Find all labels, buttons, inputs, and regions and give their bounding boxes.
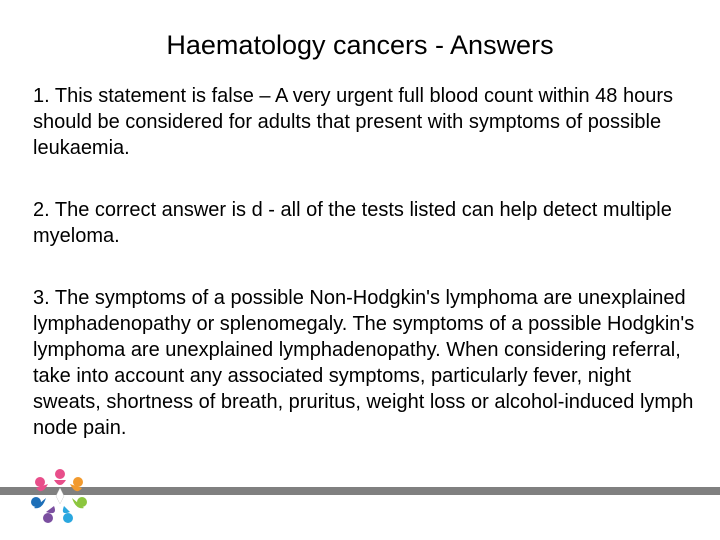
- answer-3: 3. The symptoms of a possible Non‐Hodgkin's lymphoma are unexplained lymphadenopathy or splenomegaly. The symptoms of a possible Hodgkin's lymphoma are unexplained lymphadenopathy. When considering referral, take into account any associated symptoms, particularly fever, night sweats, shortness of breath, pruritus, weight loss or alcohol‐induced lymph node pain.: [33, 287, 695, 439]
- answer-1: 1. This statement is false – A very urgent full blood count within 48 hours should be considered for adults that present with symptoms of possible leukaemia.: [33, 85, 673, 159]
- answer-2: 2. The correct answer is d - all of the tests listed can help detect multiple myeloma.: [33, 199, 672, 247]
- people-circle-logo-icon: [24, 466, 96, 526]
- footer-bar: [0, 487, 720, 495]
- slide-title: Haematology cancers - Answers: [166, 30, 554, 60]
